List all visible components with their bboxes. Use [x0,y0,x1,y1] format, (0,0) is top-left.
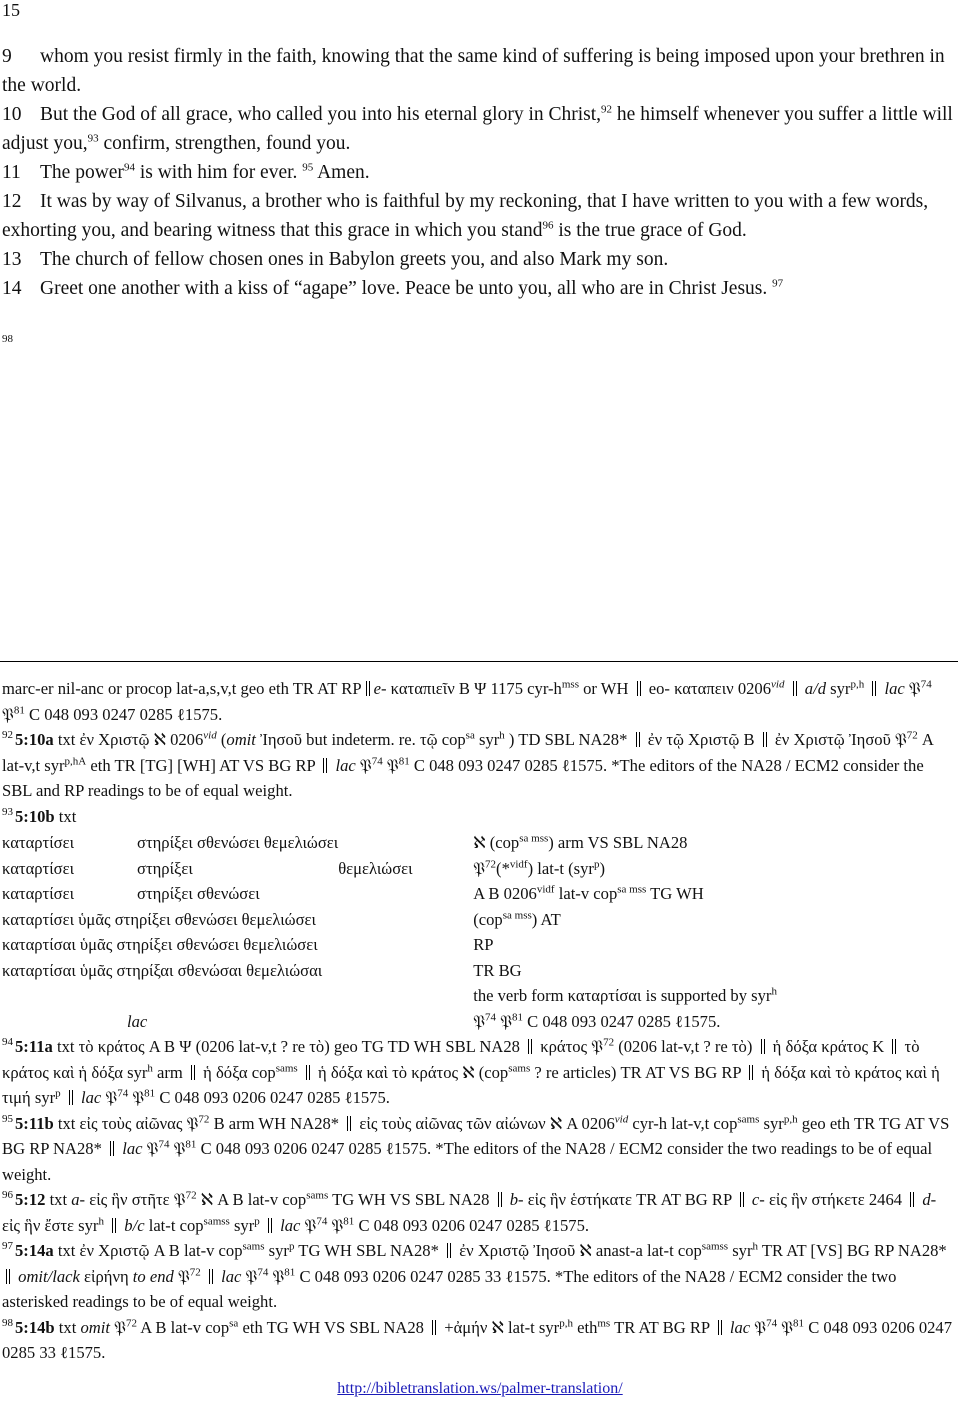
superscript: vidf [509,857,528,870]
variant-reading [338,830,473,856]
text-run: 𝔓 [2,704,14,724]
variant-reading [137,983,338,1009]
superscript: sa mss [617,883,647,896]
text-run: Amen. [313,162,370,183]
text-run: But the God of all grace, who called you into his eternal glory in Christ, [40,104,602,125]
text-run [201,1267,205,1286]
text-run: txt [45,1190,72,1209]
text-run: TG WH SBL NA28* [294,1241,444,1260]
footnote [2,1034,957,1111]
italic-text: e- [373,679,387,698]
text-run: TG WH [646,884,704,903]
text-run: he himself whenever you suffer a little will adjust you, [2,104,953,154]
text-run: cyr-h lat-v,t cop [628,1113,738,1133]
text-run: ) AT [531,909,561,929]
variant-separator [793,681,797,696]
text-run: C 048 093 0206 0247 0285 ℓ1575. [354,1215,590,1235]
text-run: lat-v cop [554,884,618,903]
variant-witnesses [473,983,777,1009]
text-run: B arm WH NA28* [209,1113,344,1133]
superscript: 74 [158,1138,170,1151]
text-run: or WH [578,679,633,698]
text-run: txt εἰς τοὺς αἰῶνας 𝔓 [53,1113,199,1133]
variant-reference: 5:14b [15,1317,55,1337]
variant-separator [432,1320,436,1335]
footnote-separator [0,661,958,662]
superscript: sa mss [519,832,549,845]
superscript: 72 [125,1316,137,1329]
superscript: sams [275,1061,298,1074]
text-run: The church of fellow chosen ones in Babylon greets you, and also Mark my son. [40,249,669,270]
superscript: 95 [302,161,314,174]
text-run: ἡ δόξα καὶ τὸ κράτος ℵ (cop [313,1062,509,1082]
superscript: sams [306,1189,329,1202]
text-run [298,1063,302,1082]
superscript: h [499,729,505,742]
text-run: syr [728,1241,753,1260]
superscript: sams [737,1112,760,1125]
italic-text: omit [226,730,256,749]
variant-row [2,907,777,933]
variant-separator [636,732,640,747]
text-run: marc-er nil-anc or procop lat-a,s,v,t geo eth TR AT RP [2,679,362,698]
footnote-number: 93 [2,805,13,818]
text-run: syr [826,679,851,698]
variant-reading [338,983,473,1009]
italic-text: lac [127,1011,148,1031]
text-run: lat-t cop [144,1215,204,1235]
text-run [864,679,868,698]
variant-row [2,1009,777,1035]
text-run: ἡ δόξα καὶ τὸ κράτος καὶ ἡ τιμή syr [2,1062,940,1107]
text-run: eth [572,1317,598,1337]
variant-separator [910,1192,914,1207]
superscript: h [147,1061,153,1074]
text-run: ( [216,730,227,749]
text-run: ? re articles) TR AT VS BG RP [530,1062,746,1082]
superscript: 81 [13,703,25,716]
text-run: 𝔓 [496,1011,513,1031]
footnote-number: 94 [2,1036,13,1049]
superscript: 92 [601,103,613,116]
text-run: arm [152,1062,187,1082]
variant-reading [2,1009,473,1035]
superscript: 74 [371,754,383,767]
superscript: p [288,1240,295,1253]
italic-text: lac [122,1139,143,1158]
text-run: C 048 093 0206 0247 0285 33 ℓ1575. [2,1317,953,1362]
variant-row [2,932,777,958]
text-run: Greet one another with a kiss of “agape” love. Peace be unto you, all who are in Christ Jesus. [40,278,773,299]
footnote-number: 98 [2,1316,13,1329]
superscript: p,hA [64,754,87,767]
text-run: syr [264,1241,289,1260]
text-run: ℵ (cop [473,833,520,852]
verse [2,100,957,158]
variant-reading: καταρτίσει [2,833,75,852]
text-run: TR AT [VS] BG RP NA28* [758,1241,947,1260]
verse-number: 11 [2,162,21,183]
superscript: 96 [542,219,554,232]
variant-witnesses [473,932,777,958]
variant-separator [763,732,767,747]
text-run: eth TR [TG] [WH] AT VS BG RP [86,755,320,775]
text-run: 𝔓 [241,1266,258,1286]
italic-text: b- [509,1190,524,1209]
variant-reference: 5:11b [15,1113,54,1133]
text-run: 𝔓 [300,1215,317,1235]
text-run: RP [473,935,494,954]
text-run: κράτος 𝔓 [536,1037,604,1056]
superscript: p,h [559,1316,573,1329]
superscript: 81 [398,754,410,767]
verse-number: 9 [2,46,12,67]
text-run: C 048 093 0206 0247 0285 ℓ1575. [155,1088,390,1107]
text-run: 𝔓 [777,1317,794,1337]
text-run: A lat-v,t syr [2,730,933,775]
verse-number: 10 [2,104,22,125]
variant-separator [268,1218,272,1233]
variant-separator [740,1192,744,1207]
text-run: εἰς ἣν ἔστε syr [2,1215,99,1235]
text-run: 𝔓 [327,1215,344,1235]
superscript: samss [701,1240,729,1253]
verse-number: 13 [2,249,22,270]
footnote [2,727,957,804]
variant-separator [110,1141,114,1156]
text-run: (* [496,858,510,878]
superscript: 72 [485,857,497,870]
text-run: ἐν τῷ Χριστῷ B [643,730,759,749]
italic-text: b/c [124,1215,145,1235]
superscript: 81 [284,1265,296,1278]
text-run: whom you resist firmly in the faith, knowing that the same kind of suffering is being imposed upon your brethren in the world. [2,46,945,96]
superscript: p,h [850,678,865,691]
superscript: vidf [536,883,555,896]
footnote [2,1315,957,1366]
footnote-ref-98: 98 [2,333,13,345]
superscript: 72 [906,729,918,742]
variant-separator [191,1065,195,1080]
italic-text: lac [80,1088,102,1107]
text-run: The power [40,162,124,183]
variant-separator [209,1269,213,1284]
footnote [2,1111,957,1188]
footnote [2,676,957,727]
variant-reference: 5:11a [15,1037,53,1056]
text-run: ἐν Χριστῷ Ἰησοῦ ℵ anast-a lat-t cop [455,1241,702,1260]
superscript: 94 [123,161,135,174]
italic-text: lac [884,679,905,698]
text-run: 𝔓 [128,1088,145,1107]
variant-separator [718,1320,722,1335]
text-run [784,679,788,698]
superscript: 97 [772,277,784,290]
verse [2,274,957,303]
superscript: vid [771,678,785,691]
superscript: sams [242,1240,265,1253]
variant-separator [872,681,876,696]
italic-text: lac [221,1266,242,1286]
text-run: 𝔓 [382,755,399,775]
page-number: 15 [2,0,20,20]
footnote [2,804,957,830]
variant-witnesses [473,1009,777,1035]
text-run [61,1088,65,1107]
verse-number: 12 [2,191,22,212]
variant-reference: 5:10b [15,806,55,826]
superscript: 93 [87,132,99,145]
variant-reference: 5:14a [15,1241,54,1260]
text-run: txt [54,806,77,826]
variant-reading [338,881,473,907]
text-run: TR BG [473,960,522,980]
variant-row [2,958,777,984]
text-run: A B lat-v cop [136,1317,230,1337]
text-run: 𝔓 [904,679,921,698]
text-run: TR AT BG RP [610,1317,714,1337]
verse [2,245,957,274]
variant-row [2,830,777,856]
text-run: ) TD SBL NA28* [504,730,632,749]
text-run: ἡ δόξα cop [199,1062,276,1082]
footer-link[interactable]: http://bibletranslation.ws/palmer-translation/ [337,1380,623,1397]
superscript: vid [614,1112,629,1125]
variant-separator [323,758,327,773]
text-run: C 048 093 0247 0285 ℓ1575. [24,704,223,724]
variant-separator [498,1192,502,1207]
superscript: 74 [257,1265,269,1278]
variant-reading: στηρίξει σθενώσει [137,884,260,903]
text-run: ) arm VS SBL NA28 [548,833,688,852]
text-run: ἡ δόξα κράτος K [768,1037,889,1056]
variant-separator [761,1039,765,1054]
translation-text [2,42,957,303]
text-run: A B 0206 [473,884,537,903]
superscript: 74 [920,678,932,691]
superscript: p,h [783,1112,798,1125]
text-run: 𝔓 [110,1317,126,1337]
superscript: h [98,1214,104,1227]
text-run: εἰρήνη [79,1266,133,1286]
variant-separator [306,1065,310,1080]
variant-table [2,830,777,1034]
variant-witnesses [473,958,777,984]
footnote [2,1187,957,1238]
superscript: 81 [793,1316,805,1329]
text-run: txt ἐν Χριστῷ A B lat-v cop [53,1241,243,1260]
footnote-number: 92 [2,729,13,742]
text-run: txt ἐν Χριστῷ ℵ 0206 [53,730,204,749]
variant-reference: 5:12 [15,1190,46,1209]
variant-reading: καταρτίσαι ὑμᾶς στηρίξαι σθενώσαι θεμελιώσαι [2,960,323,980]
superscript: sa [229,1316,239,1329]
variant-reading: καταρτίσει ὑμᾶς στηρίξει σθενώσει θεμελιώσει [2,909,316,929]
verse-number: 14 [2,278,22,299]
variant-reading: καταρτίσει [2,884,75,903]
text-run: 𝔓 [473,858,486,878]
superscript: p [55,1087,61,1100]
text-run: C 048 093 0206 0247 0285 33 ℓ1575. *The editors of the NA28 / ECM2 consider the two asterisked readings to be of equal weight. [2,1266,897,1311]
superscript: h [752,1240,759,1253]
text-run: 𝔓 [173,1266,190,1286]
verse [2,187,957,245]
text-run: C 048 093 0206 0247 0285 ℓ1575. *The editors of the NA28 / ECM2 consider the two readings to be of equal weight. [2,1139,933,1184]
text-run: is with him for ever. [134,162,303,183]
text-run: eo- καταπειν 0206 [644,679,772,698]
variant-separator [528,1039,532,1054]
text-run: τὸ κράτος καὶ ἡ δόξα syr [2,1037,920,1082]
superscript: sa [465,729,475,742]
text-run [104,1216,108,1235]
variant-reading: στηρίξει σθενώσει θεμελιώσει [137,833,339,852]
variant-witnesses [473,856,777,882]
variant-reading: θεμελιώσει [338,858,413,878]
superscript: samss [203,1214,230,1227]
variant-reference: 5:10a [15,730,54,749]
superscript: 72 [189,1265,201,1278]
superscript: 74 [316,1214,328,1227]
italic-text: lac [335,755,356,775]
footnote [2,1238,957,1315]
variant-row [2,856,777,882]
variant-reading [2,983,137,1009]
text-run: +ἀμήν ℵ lat-t syr [440,1317,560,1337]
superscript: sa mss [502,908,532,921]
text-run: eth TG WH VS SBL NA28 [238,1317,429,1337]
text-run: ℵ A B lat-v cop [196,1190,307,1209]
italic-text: lac [280,1215,301,1235]
superscript: 72 [603,1036,615,1049]
variant-separator [366,681,370,696]
text-run: εἰς ἣν στήκετε 2464 [764,1190,907,1209]
text-run: 𝔓 [101,1088,118,1107]
text-run: 𝔓 [473,1011,486,1031]
italic-text: lac [729,1317,751,1337]
superscript: 81 [343,1214,355,1227]
variant-separator [347,1116,351,1131]
superscript: ms [597,1316,611,1329]
text-run: καταπιεῖν B Ψ 1175 cyr-h [386,679,562,698]
text-run: is the true grace of God. [553,220,747,241]
variant-witnesses [473,907,777,933]
footnote-number: 95 [2,1112,13,1125]
text-run: It was by way of Silvanus, a brother who is faithful by my reckoning, that I have written to you with a few words, exhorting you, and bearing witness that this grace in which you stand [2,191,929,241]
variant-reading: καταρτίσαι ὑμᾶς στηρίξει σθενώσει θεμελιώσει [2,935,318,954]
text-run: Ἰησοῦ but indeterm. re. τῷ cop [255,730,466,749]
text-run: ) [599,858,605,878]
text-run: geo eth TR TG AT VS BG RP NA28* [2,1113,950,1158]
variant-reading: στηρίξει [137,858,193,878]
italic-text: to end [132,1266,174,1286]
variant-separator [892,1039,896,1054]
text-run: C 048 093 0247 0285 ℓ1575. [523,1011,721,1031]
text-run: 𝔓 [355,755,372,775]
text-run: txt τὸ κράτος A B Ψ (0206 lat-v,t ? re τὸ) geo TG TD WH SBL NA28 [52,1037,525,1056]
text-run: the verb form καταρτίσαι is supported by syr [473,986,772,1005]
text-run: εἰς ἣν ἑστήκατε TR AT BG RP [523,1190,736,1209]
text-run: εἰς ἣν στῆτε 𝔓 [85,1190,186,1209]
variant-separator [6,1269,10,1284]
superscript: vid [203,729,217,742]
italic-text: a- [71,1190,86,1209]
text-run: txt [54,1317,81,1337]
variant-reading: καταρτίσει [2,858,75,878]
footnotes [2,676,957,1366]
text-run: confirm, strengthen, found you. [98,133,351,154]
superscript: h [771,985,777,998]
text-run: εἰς τοὺς αἰῶνας τῶν αἰώνων ℵ A 0206 [355,1113,615,1133]
text-run: 𝔓 [268,1266,285,1286]
italic-text: c- [751,1190,765,1209]
superscript: 74 [117,1087,129,1100]
verse [2,158,957,187]
variant-separator [69,1090,73,1105]
superscript: mss [561,678,579,691]
italic-text: a/d [804,679,826,698]
text-run: (0206 lat-v,t ? re τὸ) [614,1037,757,1056]
text-run: ἐν Χριστῷ Ἰησοῦ 𝔓 [770,730,907,749]
italic-text: omit [80,1317,110,1337]
text-run: syr [229,1215,255,1235]
text-run: 𝔓 [169,1139,186,1158]
superscript: 81 [512,1010,524,1023]
text-run: syr [759,1113,784,1133]
superscript: 72 [198,1112,210,1125]
superscript: 81 [185,1138,197,1151]
superscript: p [254,1214,260,1227]
text-run: C 048 093 0247 0285 ℓ1575. *The editors of the NA28 / ECM2 consider the SBL and RP readings to be of equal weight. [2,755,924,800]
text-run [260,1216,264,1235]
superscript: p [593,857,600,870]
text-run: TG WH VS SBL NA28 [328,1190,494,1209]
superscript: 74 [485,1010,497,1023]
variant-separator [637,681,641,696]
italic-text: d- [922,1190,937,1209]
superscript: 72 [185,1189,197,1202]
superscript: 74 [766,1316,778,1329]
text-run: ) lat-t (syr [527,858,594,878]
superscript: sams [508,1061,531,1074]
variant-separator [112,1218,116,1233]
footnote-number: 97 [2,1240,13,1253]
variant-separator [447,1243,451,1258]
variant-row [2,983,777,1009]
verse [2,42,957,100]
text-run: (cop [473,909,503,929]
variant-row [2,881,777,907]
superscript: 81 [144,1087,156,1100]
variant-separator [749,1065,753,1080]
text-run: 𝔓 [142,1139,159,1158]
variant-witnesses [473,830,777,856]
variant-witnesses [473,881,777,907]
footnote-number: 96 [2,1189,13,1202]
page-footer [0,1380,960,1398]
italic-text: omit/lack [18,1266,80,1286]
text-run: syr [474,730,500,749]
text-run: 𝔓 [750,1317,767,1337]
